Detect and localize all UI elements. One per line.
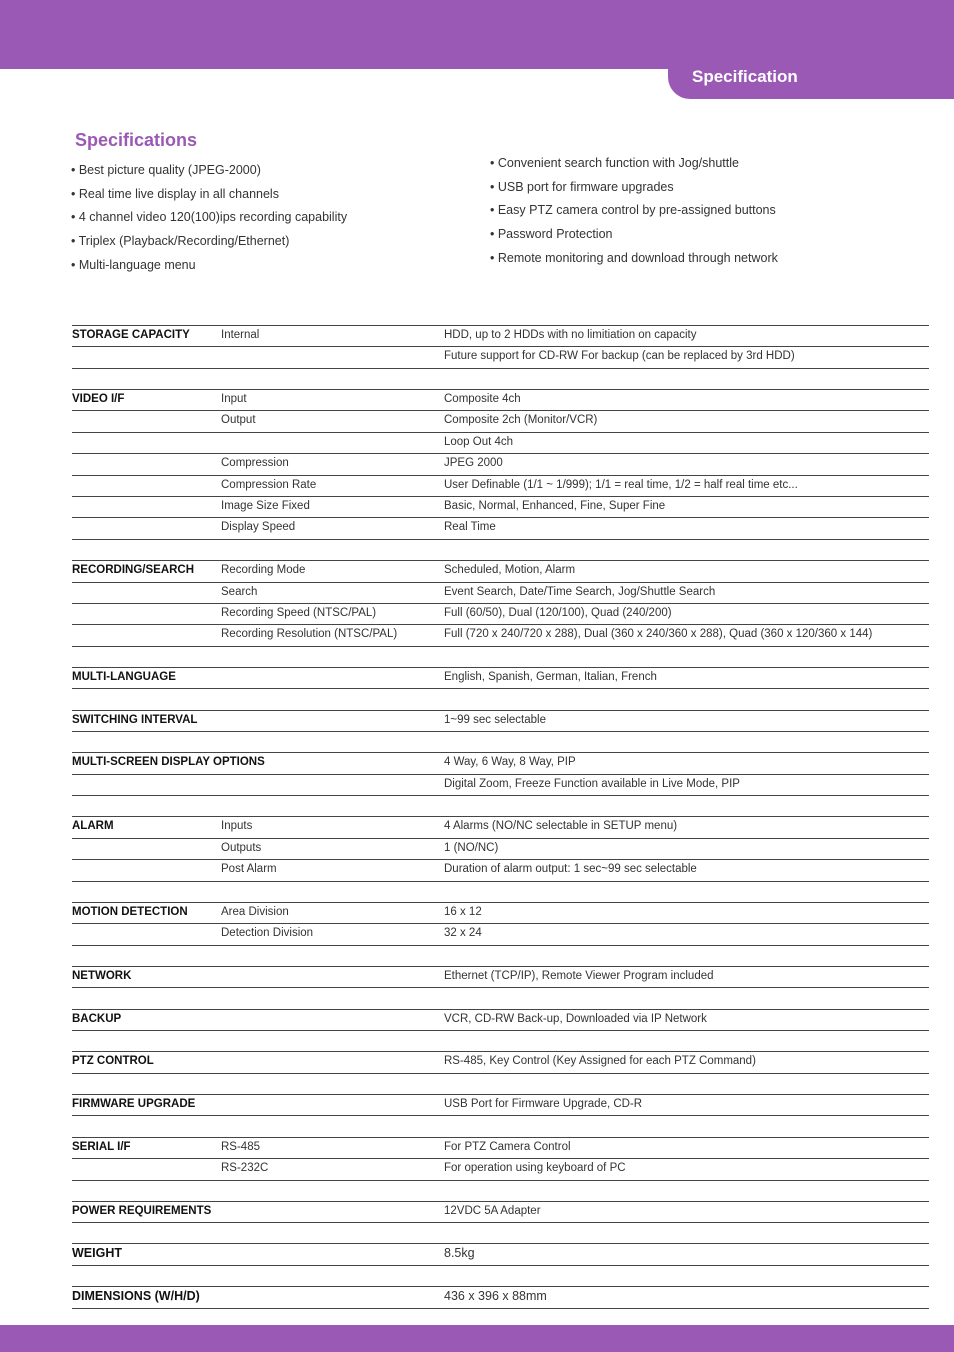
spec-value: Composite 4ch [444, 393, 521, 406]
spec-value: USB Port for Firmware Upgrade, CD-R [444, 1098, 643, 1111]
spec-value: 32 x 24 [444, 927, 482, 940]
spec-value: 8.5kg [444, 1246, 475, 1261]
spec-row [72, 1159, 929, 1180]
spec-value: Event Search, Date/Time Search, Jog/Shuttle Search [444, 585, 716, 598]
spec-group [72, 560, 929, 647]
spec-row [72, 753, 929, 774]
spec-row [72, 711, 929, 732]
feature-item: • Password Protection [490, 227, 613, 242]
feature-item: • Triplex (Playback/Recording/Ethernet) [71, 234, 290, 249]
feature-item: • 4 channel video 120(100)ips recording capability [71, 210, 348, 225]
spec-value: Future support for CD-RW For backup (can be replaced by 3rd HDD) [444, 350, 795, 363]
spec-category: STORAGE CAPACITY [72, 329, 190, 341]
spec-row [72, 411, 929, 432]
spec-group [72, 325, 929, 369]
spec-row [72, 433, 929, 454]
spec-row [72, 326, 929, 347]
spec-value: User Definable (1/1 ~ 1/999); 1/1 = real time, 1/2 = half real time etc... [444, 478, 798, 491]
spec-subcategory: Recording Resolution (NTSC/PAL) [221, 628, 398, 641]
feature-item: • USB port for firmware upgrades [490, 179, 674, 194]
spec-value: 12VDC 5A Adapter [444, 1204, 541, 1217]
header-bar [0, 0, 954, 69]
spec-subcategory: Detection Division [221, 927, 314, 940]
spec-group [72, 1201, 929, 1223]
spec-row [72, 967, 929, 988]
spec-value: JPEG 2000 [444, 457, 503, 470]
spec-group [72, 1286, 929, 1308]
spec-category: ALARM [72, 820, 114, 833]
spec-subcategory: Display Speed [221, 521, 296, 534]
section-tab: Specification [668, 62, 954, 99]
spec-subcategory: Compression [221, 457, 289, 470]
spec-row [72, 476, 929, 497]
spec-row [72, 860, 929, 881]
spec-value: 4 Alarms (NO/NC selectable in SETUP menu) [444, 820, 678, 833]
spec-row [72, 518, 929, 539]
spec-subcategory: Input [221, 393, 247, 406]
spec-group [72, 902, 929, 946]
feature-item: • Real time live display in all channels [71, 186, 279, 201]
spec-subcategory: Output [221, 414, 256, 427]
spec-subcategory: Search [221, 585, 258, 598]
spec-row [72, 1095, 929, 1116]
spec-value: 16 x 12 [444, 905, 482, 918]
spec-subcategory: Post Alarm [221, 863, 277, 876]
spec-value: Loop Out 4ch [444, 435, 514, 448]
spec-value: 1~99 sec selectable [444, 713, 546, 726]
spec-row [72, 583, 929, 604]
spec-row [72, 390, 929, 411]
spec-row [72, 1202, 929, 1223]
spec-row [72, 817, 929, 838]
spec-value: Real Time [444, 521, 496, 534]
spec-category: RECORDING/SEARCH [72, 564, 195, 577]
features-list-left [71, 160, 347, 278]
spec-subcategory: RS-232C [221, 1162, 269, 1175]
spec-value: Digital Zoom, Freeze Function available in Live Mode, PIP [444, 777, 740, 790]
spec-value: 436 x 396 x 88mm [444, 1289, 547, 1304]
spec-value: For PTZ Camera Control [444, 1140, 571, 1153]
spec-row [72, 604, 929, 625]
spec-category: SWITCHING INTERVAL [72, 713, 198, 726]
spec-group [72, 1137, 929, 1181]
spec-row [72, 561, 929, 582]
spec-row [72, 839, 929, 860]
spec-group [72, 389, 929, 540]
spec-subcategory: Image Size Fixed [221, 500, 310, 513]
spec-category: VIDEO I/F [72, 393, 125, 406]
spec-value: Ethernet (TCP/IP), Remote Viewer Program included [444, 969, 714, 982]
feature-item: • Multi-language menu [71, 257, 196, 272]
spec-category: MULTI-LANGUAGE [72, 670, 176, 683]
feature-item: • Remote monitoring and download through network [490, 250, 778, 265]
spec-subcategory: Compression Rate [221, 478, 317, 491]
spec-subcategory: Outputs [221, 841, 262, 854]
spec-value: HDD, up to 2 HDDs with no limitiation on capacity [444, 329, 697, 341]
spec-value: Full (720 x 240/720 x 288), Dual (360 x 240/360 x 288), Quad (360 x 120/360 x 144) [444, 628, 873, 641]
spec-subcategory: RS-485 [221, 1140, 260, 1153]
spec-table [72, 325, 929, 1329]
spec-subcategory: Recording Speed (NTSC/PAL) [221, 606, 377, 619]
spec-row [72, 1287, 929, 1308]
spec-value: Composite 2ch (Monitor/VCR) [444, 414, 598, 427]
spec-value: Basic, Normal, Enhanced, Fine, Super Fine [444, 500, 666, 513]
spec-subcategory: Internal [221, 329, 260, 341]
spec-group [72, 1051, 929, 1073]
spec-row [72, 454, 929, 475]
spec-value: 4 Way, 6 Way, 8 Way, PIP [444, 756, 576, 769]
spec-row [72, 775, 929, 796]
spec-row [72, 497, 929, 518]
spec-row [72, 668, 929, 689]
spec-category: MULTI-SCREEN DISPLAY OPTIONS [72, 756, 265, 769]
spec-category: PTZ CONTROL [72, 1055, 154, 1068]
spec-value: Full (60/50), Dual (120/100), Quad (240/200) [444, 606, 672, 619]
spec-category: DIMENSIONS (W/H/D) [72, 1289, 200, 1304]
spec-row [72, 625, 929, 646]
spec-value: For operation using keyboard of PC [444, 1162, 626, 1175]
feature-item: • Best picture quality (JPEG-2000) [71, 163, 261, 177]
spec-category: WEIGHT [72, 1246, 122, 1261]
spec-group [72, 1009, 929, 1031]
spec-category: SERIAL I/F [72, 1140, 131, 1153]
spec-row [72, 1138, 929, 1159]
spec-row [72, 924, 929, 945]
spec-category: MOTION DETECTION [72, 905, 188, 918]
spec-category: FIRMWARE UPGRADE [72, 1098, 196, 1111]
spec-group [72, 1243, 929, 1265]
spec-group [72, 966, 929, 988]
spec-group [72, 752, 929, 796]
spec-row [72, 1244, 929, 1265]
feature-item: • Convenient search function with Jog/shuttle [490, 156, 739, 170]
spec-value: English, Spanish, German, Italian, French [444, 670, 657, 683]
feature-item: • Easy PTZ camera control by pre-assigned buttons [490, 203, 776, 218]
spec-row [72, 347, 929, 368]
spec-category: NETWORK [72, 969, 132, 982]
spec-group [72, 710, 929, 732]
spec-value: Duration of alarm output: 1 sec~99 sec selectable [444, 863, 697, 876]
spec-value: 1 (NO/NC) [444, 841, 499, 854]
features-list-right [490, 153, 778, 271]
spec-value: VCR, CD-RW Back-up, Downloaded via IP Network [444, 1012, 707, 1025]
spec-row [72, 1010, 929, 1031]
spec-row [72, 903, 929, 924]
page-title: Specifications [75, 130, 198, 150]
spec-value: RS-485, Key Control (Key Assigned for each PTZ Command) [444, 1055, 756, 1068]
spec-category: BACKUP [72, 1012, 122, 1025]
spec-group [72, 667, 929, 689]
spec-group [72, 1094, 929, 1116]
spec-group [72, 816, 929, 881]
spec-subcategory: Area Division [221, 905, 289, 918]
spec-subcategory: Inputs [221, 820, 253, 833]
spec-subcategory: Recording Mode [221, 564, 306, 577]
spec-category: POWER REQUIREMENTS [72, 1204, 212, 1217]
spec-row [72, 1052, 929, 1073]
spec-value: Scheduled, Motion, Alarm [444, 564, 576, 577]
footer-bar [0, 1325, 954, 1352]
